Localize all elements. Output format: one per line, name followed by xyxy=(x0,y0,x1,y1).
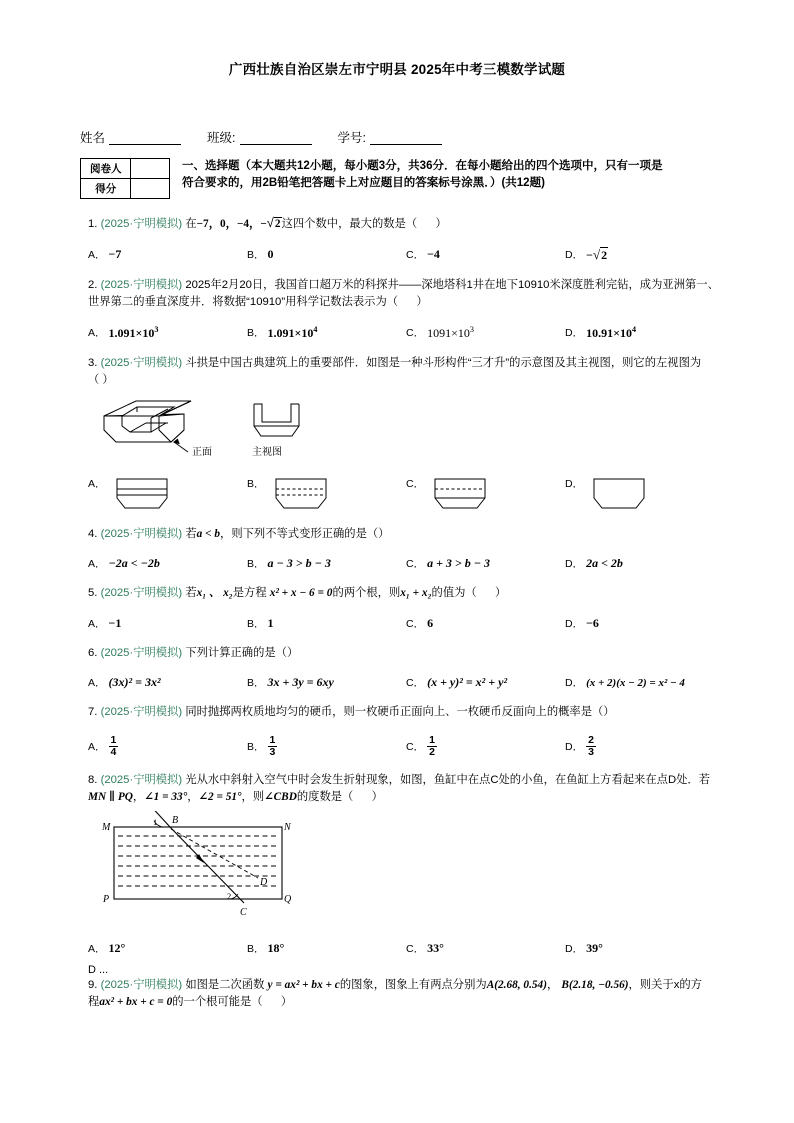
exponent: 3 xyxy=(469,324,474,334)
base: 10 xyxy=(301,325,314,340)
question-8-tag: (2025·宁明模拟) xyxy=(100,773,183,786)
dougong-view-label: 主视图 xyxy=(252,446,282,458)
q3-shape-c xyxy=(427,476,497,512)
q9-stem-a: 如图是二次函数 xyxy=(185,978,265,991)
score-value[interactable] xyxy=(131,179,170,199)
q8-option-c[interactable] xyxy=(406,941,565,956)
question-8-options xyxy=(88,941,724,956)
q9-function: y = ax² + bx + c xyxy=(267,978,340,991)
option-text xyxy=(268,325,318,341)
question-8 xyxy=(0,772,794,976)
option-text: 6 xyxy=(427,615,434,630)
q7-option-b[interactable] xyxy=(247,735,406,758)
times-icon: × xyxy=(451,325,458,340)
option-letter: B． xyxy=(247,477,265,490)
mantissa: 10.91 xyxy=(586,325,614,340)
mantissa: 1.091 xyxy=(108,325,136,340)
q8-option-a[interactable] xyxy=(88,941,247,956)
label-C: C xyxy=(240,906,247,918)
q5-sum: x₁ + x₂ xyxy=(400,587,432,599)
option-letter: B． xyxy=(247,327,265,339)
question-5 xyxy=(0,585,794,631)
question-2-options xyxy=(88,325,724,341)
times-icon: × xyxy=(135,325,143,340)
base: 10 xyxy=(619,325,632,340)
sep: ， xyxy=(546,978,559,991)
option-text: 3x + 3y = 6xy xyxy=(267,675,334,689)
option-letter: C． xyxy=(406,327,425,339)
label-angle-2: 2 xyxy=(227,890,232,901)
question-1-options xyxy=(88,247,724,263)
q2-stem-line2-end: ） xyxy=(416,296,428,308)
grader-label: 阅卷人 xyxy=(81,159,131,179)
label-angle-1: 1 xyxy=(153,816,158,827)
q9-line2-end: ） xyxy=(280,996,293,1009)
q5-stem-mid2: 的两个根，则 xyxy=(332,587,401,599)
numerator: 1 xyxy=(110,733,117,746)
numerator: 1 xyxy=(269,733,276,746)
q7-stem-text: 同时抛掷两枚质地均匀的硬币，则一枚硬币正面向上、一枚硬币反面向上的概率是（） xyxy=(185,706,615,718)
q3-option-a[interactable] xyxy=(88,476,247,512)
q1-option-d[interactable] xyxy=(565,247,724,263)
option-letter: B． xyxy=(247,617,265,630)
option-letter: A． xyxy=(88,477,106,490)
section-instructions-line1: 一、选择题（本大题共12小题，每小题3分，共36分．在每小题给出的四个选项中，只有一项是 xyxy=(182,160,663,172)
question-5-stem xyxy=(88,585,724,603)
sep: ， xyxy=(132,791,145,804)
question-1 xyxy=(0,213,794,263)
question-6-tag: (2025·宁明模拟) xyxy=(100,646,183,659)
question-4-options xyxy=(88,556,724,571)
score-table xyxy=(80,158,170,199)
option-text xyxy=(109,325,159,341)
section-instructions-line2: 符合要求的，用2B铅笔把答题卡上对应题目的答案标号涂黑．）(共12题) xyxy=(182,177,545,190)
option-letter: D． xyxy=(565,558,584,570)
q4-option-d[interactable] xyxy=(565,556,724,571)
option-letter: C． xyxy=(406,617,425,630)
q8-target-angle: ∠CBD xyxy=(264,791,297,804)
denominator: 3 xyxy=(588,745,594,758)
question-9-number: 9. xyxy=(88,978,98,991)
q5-stem-pre: 若 xyxy=(185,587,197,599)
page-title: 广西壮族自治区崇左市宁明县 2025年中考三模数学试题 xyxy=(228,62,566,77)
numerator: 2 xyxy=(588,733,594,746)
q8-parallel: MN ∥ PQ xyxy=(88,791,133,804)
question-8-number: 8. xyxy=(88,773,98,786)
q1-option-b[interactable] xyxy=(247,247,406,263)
q4-stem-pre: 若 xyxy=(185,527,197,540)
question-2-number: 2. xyxy=(88,278,98,291)
question-2-tag: (2025·宁明模拟) xyxy=(100,278,183,291)
option-text: 2a < 2b xyxy=(586,556,623,570)
table-row xyxy=(81,159,170,179)
q5-vars: x₁ 、 x₂ xyxy=(196,587,233,599)
question-4-tag: (2025·宁明模拟) xyxy=(100,527,183,540)
q8-angle1: ∠1 = 33° xyxy=(144,791,188,804)
q7-option-c[interactable] xyxy=(406,735,565,758)
q1-stem-end: ） xyxy=(435,218,447,230)
table-row xyxy=(81,179,170,199)
q8-stem-end: ） xyxy=(371,791,383,804)
question-1-tag: (2025·宁明模拟) xyxy=(100,218,183,230)
q8-stem-mid: ，则 xyxy=(241,791,265,804)
option-letter: D． xyxy=(565,942,584,955)
question-8-stem xyxy=(88,772,724,807)
q6-option-a[interactable] xyxy=(88,675,247,690)
fraction xyxy=(109,735,119,758)
question-7-number: 7. xyxy=(88,706,98,718)
option-text: a + 3 > b − 3 xyxy=(427,556,491,570)
q8-stem-line1: 光从水中斜射入空气中时会发生折射现象，如图，鱼缸中在点C处的小鱼，在鱼缸上方看起来在点D处．若 xyxy=(185,773,710,786)
q1-radicand: 2 xyxy=(274,218,281,230)
question-2 xyxy=(0,277,794,341)
label-Q: Q xyxy=(284,893,292,905)
dougong-front-label: 正面 xyxy=(192,446,212,458)
option-text xyxy=(427,325,474,341)
score-label: 得分 xyxy=(81,179,131,199)
label-P: P xyxy=(103,893,110,905)
label-B: B xyxy=(172,814,179,826)
q2-stem-line1: 2025年2月20日，我国首口超万米的科探井——深地塔科1井在地下10910米深度胜利完 xyxy=(185,278,618,291)
q9-point-b: B(2.18, −0.56) xyxy=(561,978,629,991)
option-letter: A． xyxy=(88,740,106,753)
dougong-diagram xyxy=(96,396,326,458)
option-letter: B． xyxy=(247,942,265,955)
option-letter: B． xyxy=(247,677,265,689)
question-5-number: 5. xyxy=(88,587,98,599)
q4-stem-math: a < b xyxy=(196,527,221,540)
stray-fragment: D ... xyxy=(88,963,109,976)
q9-line2-a: 程 xyxy=(88,996,100,1009)
option-letter: C． xyxy=(406,740,425,753)
q4-option-c[interactable] xyxy=(406,556,565,571)
question-6-stem xyxy=(88,645,724,663)
q3-stem-line1: 斗拱是中国古典建筑上的重要部件．如图是一种斗形构件“三才升”的示意图及其主视图，则它的左视图为 xyxy=(185,356,702,369)
question-7-tag: (2025·宁明模拟) xyxy=(100,706,183,718)
name-field[interactable] xyxy=(80,128,207,146)
q7-option-a[interactable] xyxy=(88,735,247,758)
option-text: −7 xyxy=(108,247,122,261)
q6-option-d[interactable] xyxy=(565,675,724,690)
option-letter: A． xyxy=(88,558,106,570)
fraction xyxy=(268,735,278,758)
option-letter: D． xyxy=(565,677,584,689)
q1-option-a[interactable] xyxy=(88,247,247,263)
fraction xyxy=(427,735,437,758)
q5-option-d[interactable] xyxy=(565,616,724,631)
q9-equation: ax² + bx + c = 0 xyxy=(99,996,173,1009)
question-9-tag: (2025·宁明模拟) xyxy=(100,978,183,991)
question-7 xyxy=(0,704,794,758)
q7-option-d[interactable] xyxy=(565,735,724,758)
denominator: 4 xyxy=(110,745,117,758)
option-letter: A． xyxy=(88,249,106,261)
q2-stem-line1b: 钻，成为亚洲第一、 xyxy=(617,278,719,291)
option-letter: D． xyxy=(565,617,584,630)
option-text: −√2 xyxy=(586,246,608,262)
question-7-stem xyxy=(88,704,724,722)
denominator: 2 xyxy=(429,745,435,758)
q8-option-b[interactable] xyxy=(247,941,406,956)
q5-stem-post: 的值为（ xyxy=(431,587,477,599)
base: 10 xyxy=(142,325,155,340)
q1-stem-post: 这四个数中，最大的数是（ xyxy=(281,218,418,230)
option-text: −4 xyxy=(427,247,440,261)
q9-point-a: A(2.68, 0.54) xyxy=(486,978,547,991)
question-3-options xyxy=(88,476,724,512)
base: 10 xyxy=(457,325,470,340)
question-6-options xyxy=(88,675,724,690)
option-text: 39° xyxy=(586,940,603,955)
class-field[interactable] xyxy=(207,128,337,146)
option-text: 1 xyxy=(267,615,274,630)
numerator: 1 xyxy=(429,733,435,746)
option-letter: D． xyxy=(565,327,584,339)
times-icon: × xyxy=(294,325,302,340)
option-text: 0 xyxy=(267,247,274,261)
question-5-options xyxy=(88,616,724,631)
student-id-label: 学号: xyxy=(337,131,366,145)
option-text: 18° xyxy=(267,940,285,955)
option-letter: B． xyxy=(247,249,265,261)
option-text: (x + y)² = x² + y² xyxy=(427,675,508,689)
option-letter: C． xyxy=(406,677,425,689)
refraction-diagram xyxy=(92,811,347,923)
q3-shape-d xyxy=(586,476,656,512)
option-letter: D． xyxy=(565,477,584,490)
exponent: 3 xyxy=(154,324,159,334)
q5-option-c[interactable] xyxy=(406,616,565,631)
q6-stem-text: 下列计算正确的是（） xyxy=(185,646,299,659)
option-letter: C． xyxy=(406,249,425,261)
option-letter: B． xyxy=(247,740,265,753)
option-text: a − 3 > b − 3 xyxy=(267,556,331,570)
option-text: −2a < −2b xyxy=(108,556,160,570)
q8-option-d[interactable] xyxy=(565,941,724,956)
q4-option-a[interactable] xyxy=(88,556,247,571)
exponent: 4 xyxy=(313,324,318,334)
name-label: 姓名 xyxy=(80,131,106,145)
q8-angle2: ∠2 = 51° xyxy=(198,791,242,804)
class-blank[interactable] xyxy=(240,132,312,145)
q1-stem-numbers: −7，0，−4，− xyxy=(196,218,267,230)
q1-option-c[interactable] xyxy=(406,247,565,263)
mantissa: 1091 xyxy=(427,325,452,340)
question-2-stem xyxy=(88,277,724,312)
section-instructions xyxy=(182,158,662,193)
option-text xyxy=(586,325,636,341)
option-text: −1 xyxy=(108,615,122,630)
q2-option-a[interactable] xyxy=(88,325,247,341)
q8-stem-post: 的度数是（ xyxy=(296,791,354,804)
option-letter: D． xyxy=(565,740,584,753)
q2-option-b[interactable] xyxy=(247,325,406,341)
question-4 xyxy=(0,526,794,572)
times-icon: × xyxy=(613,325,620,340)
q2-stem-line2: 世界第二的垂直深度井．将数据“10910”用科学记数法表示为（ xyxy=(88,296,399,308)
question-7-options xyxy=(88,735,724,758)
q6-option-b[interactable] xyxy=(247,675,406,690)
q4-option-b[interactable] xyxy=(247,556,406,571)
question-3-tag: (2025·宁明模拟) xyxy=(100,356,183,369)
identity-line xyxy=(0,128,794,146)
student-id-blank[interactable] xyxy=(370,132,442,145)
name-blank[interactable] xyxy=(109,132,181,145)
option-text: 12° xyxy=(108,940,126,955)
option-letter: C． xyxy=(406,558,425,570)
fraction xyxy=(586,735,596,758)
section-header xyxy=(0,158,794,199)
q5-equation: x² + x − 6 = 0 xyxy=(269,587,333,599)
q5-stem-end: ） xyxy=(495,587,507,599)
dougong-figure xyxy=(88,396,724,463)
question-4-stem xyxy=(88,526,724,544)
option-text: 33° xyxy=(427,940,444,955)
option-letter: A． xyxy=(88,327,106,339)
sqrt-icon: √2 xyxy=(266,215,281,230)
option-letter: A． xyxy=(88,617,106,630)
option-letter: D． xyxy=(565,249,584,261)
q1-stem-pre: 在 xyxy=(185,218,197,230)
q5-option-b[interactable] xyxy=(247,616,406,631)
grader-value[interactable] xyxy=(131,159,170,179)
question-9-stem xyxy=(88,977,724,1012)
sqrt-icon: √2 xyxy=(592,246,608,262)
q3-stem-line2: （ ） xyxy=(88,374,114,386)
q6-option-c[interactable] xyxy=(406,675,565,690)
question-3 xyxy=(0,355,794,512)
q3-option-d[interactable] xyxy=(565,476,724,512)
option-letter: B． xyxy=(247,558,265,570)
mantissa: 1.091 xyxy=(267,325,295,340)
q9-line2-c: 的一个根可能是（ xyxy=(172,996,263,1009)
q3-shape-a xyxy=(109,476,179,512)
question-3-stem xyxy=(88,355,724,390)
fishtank-figure xyxy=(88,811,724,928)
label-N: N xyxy=(284,821,291,833)
q5-stem-mid: 是方程 xyxy=(232,587,267,599)
q4-stem-post: ，则下列不等式变形正确的是（） xyxy=(220,527,390,540)
q3-option-c[interactable] xyxy=(406,476,565,512)
q9-stem-c: 的图象，图象上有两点分别为 xyxy=(339,978,487,991)
option-text: −6 xyxy=(586,615,599,630)
question-6-number: 6. xyxy=(88,646,98,659)
option-letter: C． xyxy=(406,477,425,490)
q8-stem-line2 xyxy=(88,789,724,807)
sep: ， xyxy=(187,791,199,804)
q9-stem-d: ，则关于x的方 xyxy=(628,978,702,991)
question-9 xyxy=(0,977,794,1012)
question-3-number: 3. xyxy=(88,356,98,369)
question-6 xyxy=(0,645,794,691)
option-letter: C． xyxy=(406,942,425,955)
q3-option-b[interactable] xyxy=(247,476,406,512)
question-1-stem xyxy=(88,213,724,234)
q9-stem-line2 xyxy=(88,994,724,1012)
option-letter: A． xyxy=(88,942,106,955)
exponent: 4 xyxy=(631,324,637,334)
question-4-number: 4. xyxy=(88,527,98,540)
q2-option-d[interactable] xyxy=(565,325,724,341)
denominator: 3 xyxy=(269,745,276,758)
option-letter: A． xyxy=(88,677,106,689)
q3-shape-b xyxy=(268,476,338,512)
q5-option-a[interactable] xyxy=(88,616,247,631)
option-text: (x + 2)(x − 2) = x² − 4 xyxy=(586,676,685,689)
label-M: M xyxy=(102,821,111,833)
q2-option-c[interactable] xyxy=(406,325,565,341)
question-5-tag: (2025·宁明模拟) xyxy=(100,587,183,599)
class-label: 班级: xyxy=(207,131,236,145)
label-D: D xyxy=(260,876,268,888)
option-text: (3x)² = 3x² xyxy=(108,675,161,689)
question-1-number: 1. xyxy=(88,218,98,230)
student-id-field[interactable] xyxy=(338,128,468,146)
